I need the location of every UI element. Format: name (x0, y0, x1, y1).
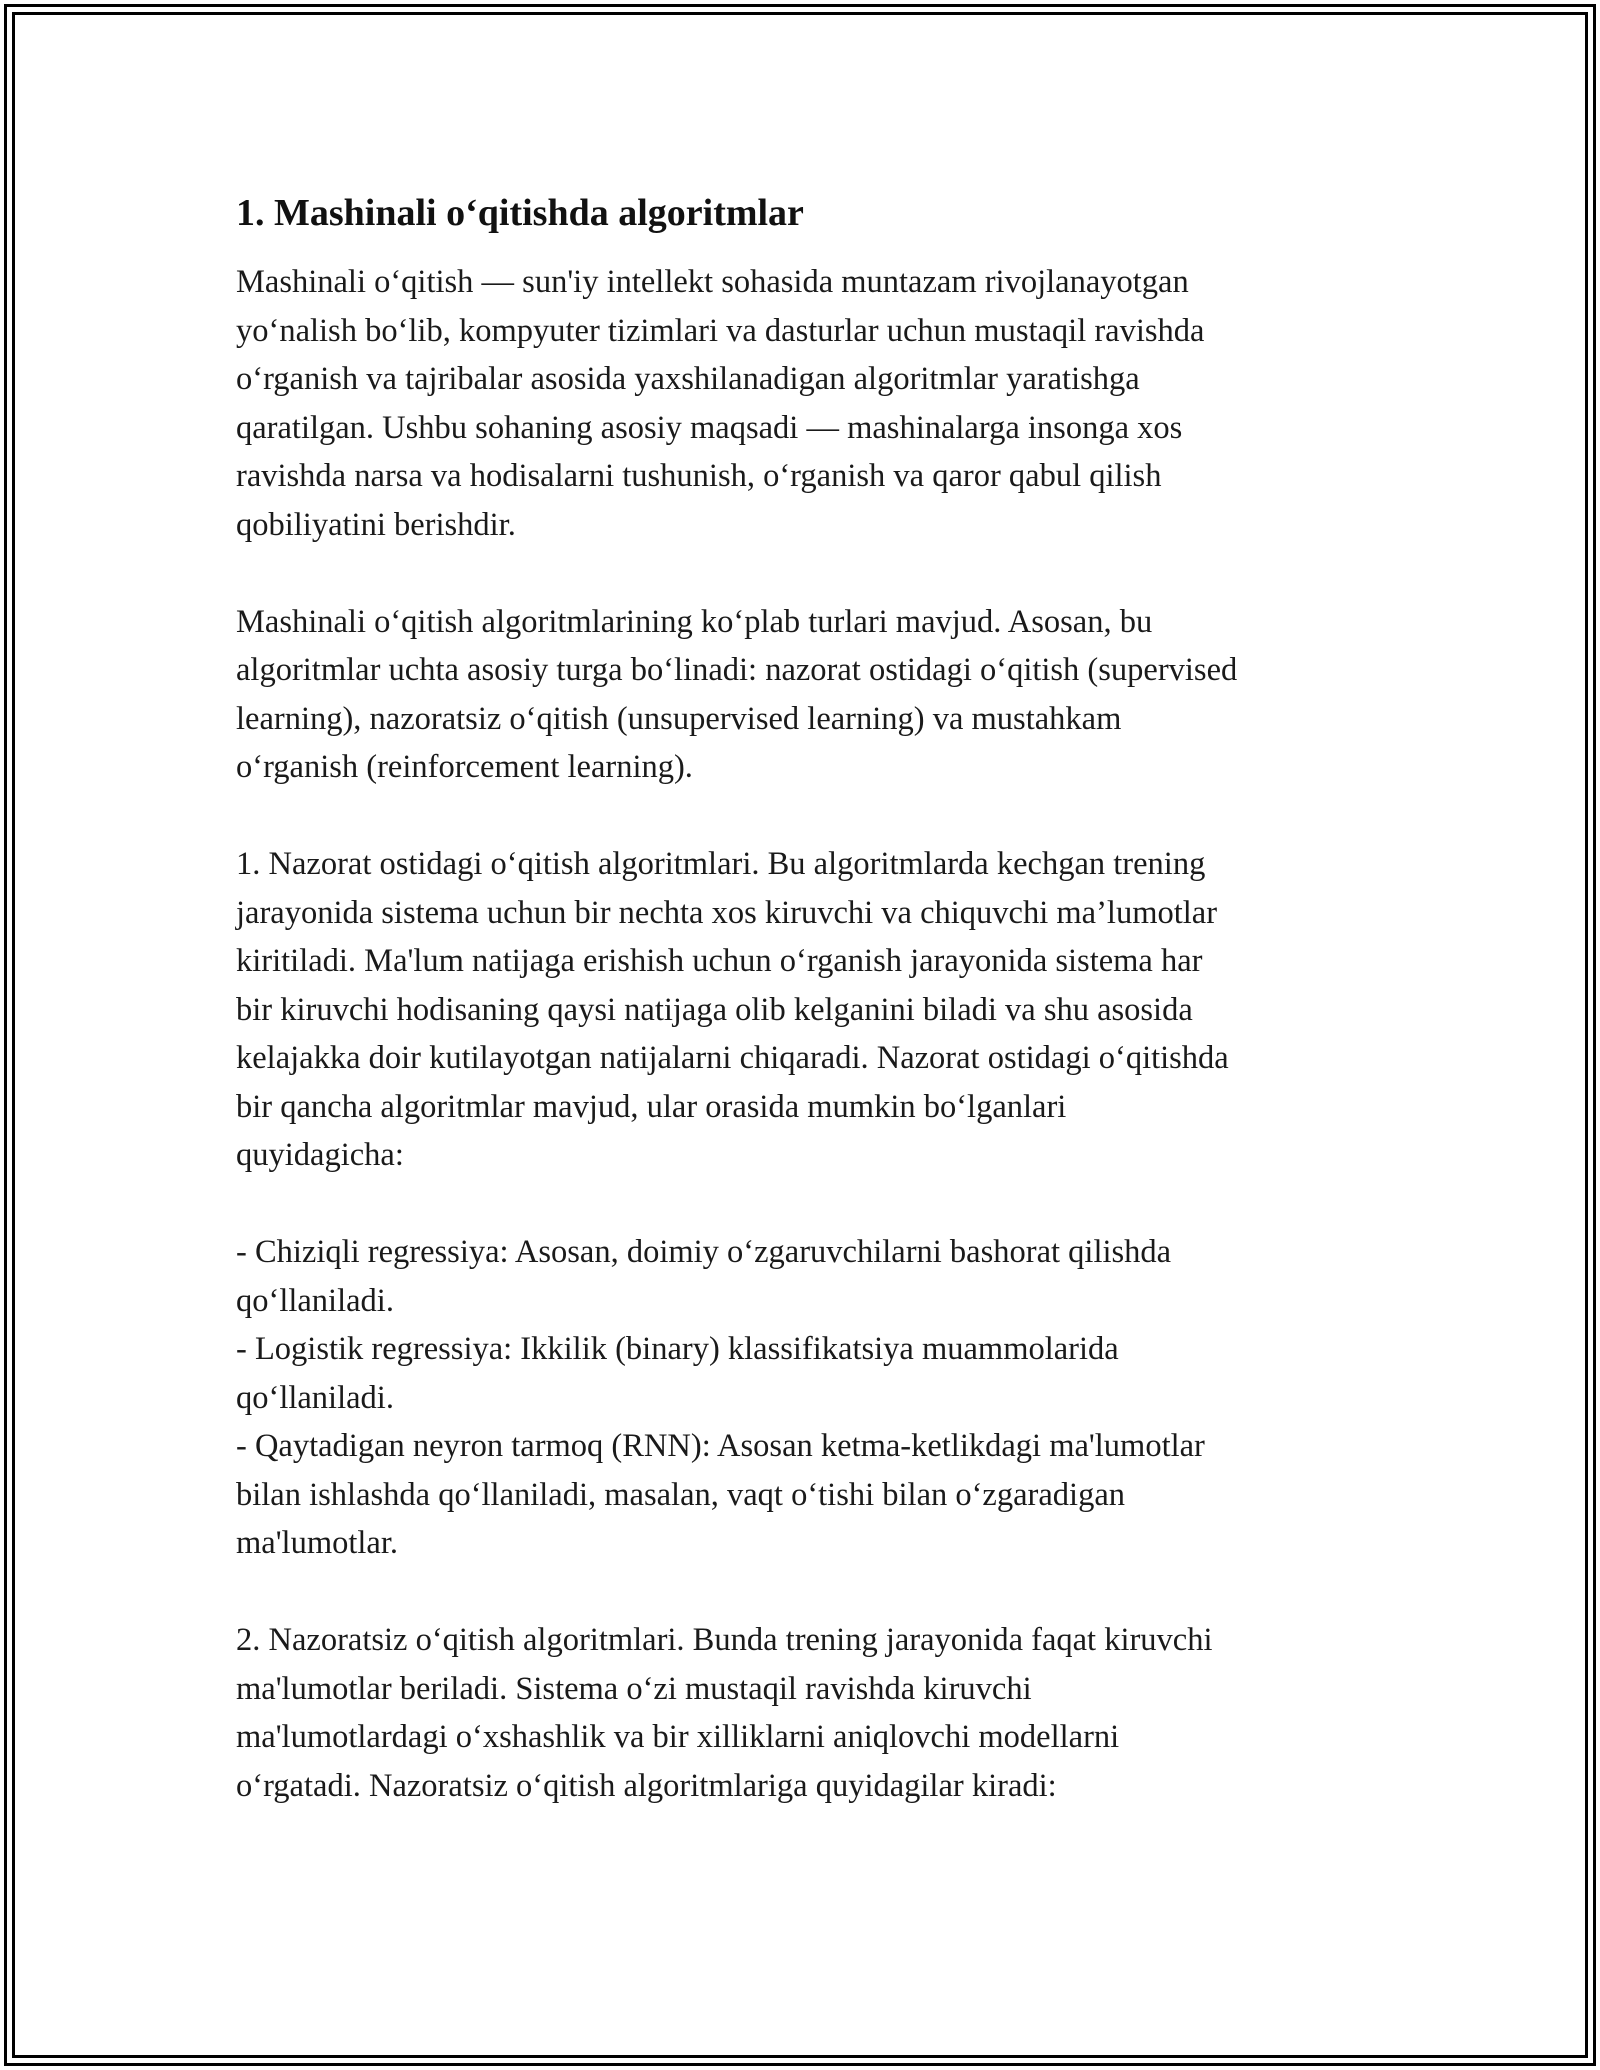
list-item-line: qo‘llaniladi. (236, 1282, 394, 1319)
text-line: learning), nazoratsiz o‘qitish (unsupervised learning) va mustahkam (236, 700, 1122, 737)
document-title: 1. Mashinali o‘qitishda algoritmlar (236, 192, 804, 234)
text-line: algoritmlar uchta asosiy turga bo‘linadi: nazorat ostidagi o‘qitish (supervised (236, 652, 1238, 688)
text-line: jarayonida sistema uchun bir nechta xos kiruvchi va chiquvchi ma’lumotlar (236, 894, 1218, 931)
text-line: Mashinali o‘qitish algoritmlarining ko‘plab turlari mavjud. Asosan, bu (236, 603, 1153, 640)
paragraph-unsupervised (236, 1616, 1376, 1810)
paragraph-types (236, 598, 1376, 792)
paragraph-spacer (236, 792, 1376, 841)
text-line: o‘rgatadi. Nazoratsiz o‘qitish algoritmlariga quyidagilar kiradi: (236, 1767, 1057, 1804)
list-item-line: bilan ishlashda qo‘llaniladi, masalan, vaqt o‘tishi bilan o‘zgaradigan (236, 1476, 1125, 1513)
text-line: Mashinali o‘qitish — sun'iy intellekt sohasida muntazam rivojlanayotgan (236, 264, 1189, 300)
text-line: 2. Nazoratsiz o‘qitish algoritmlari. Bunda trening jarayonida faqat kiruvchi (236, 1622, 1213, 1658)
paragraph-spacer (236, 1180, 1376, 1229)
list-item-line: qo‘llaniladi. (236, 1379, 394, 1416)
list-item-line: - Chiziqli regressiya: Asosan, doimiy o‘zgaruvchilarni bashorat qilishda (236, 1234, 1172, 1270)
text-line: o‘rganish (reinforcement learning). (236, 749, 693, 785)
text-line: kiritiladi. Ma'lum natijaga erishish uchun o‘rganish jarayonida sistema har (236, 943, 1203, 979)
list-item-line: ma'lumotlar. (236, 1525, 399, 1561)
text-line: ravishda narsa va hodisalarni tushunish, o‘rganish va qaror qabul qilish (236, 458, 1162, 494)
list-item-line: - Qaytadigan neyron tarmoq (RNN): Asosan ketma-ketlikdagi ma'lumotlar (236, 1428, 1205, 1464)
text-line: quyidagicha: (236, 1137, 404, 1173)
paragraph-spacer (236, 1568, 1376, 1617)
paragraph-intro (236, 258, 1376, 549)
paragraph-supervised (236, 840, 1376, 1180)
text-line: bir kiruvchi hodisaning qaysi natijaga olib kelganini biladi va shu asosida (236, 991, 1193, 1028)
text-line: ma'lumotlar beriladi. Sistema o‘zi mustaqil ravishda kiruvchi (236, 1670, 1032, 1707)
document-body (236, 186, 1376, 1810)
text-line: ma'lumotlardagi o‘xshashlik va bir xilliklarni aniqlovchi modellarni (236, 1719, 1120, 1755)
text-line: o‘rganish va tajribalar asosida yaxshilanadigan algoritmlar yaratishga (236, 361, 1140, 397)
text-line: qaratilgan. Ushbu sohaning asosiy maqsadi — mashinalarga insonga xos (236, 409, 1183, 446)
list-item-line: - Logistik regressiya: Ikkilik (binary) klassifikatsiya muammolarida (236, 1331, 1119, 1367)
text-line: qobiliyatini berishdir. (236, 506, 516, 543)
text-line: yo‘nalish bo‘lib, kompyuter tizimlari va dasturlar uchun mustaqil ravishda (236, 312, 1205, 349)
text-line: kelajakka doir kutilayotgan natijalarni chiqaradi. Nazorat ostidagi o‘qitishda (236, 1040, 1229, 1076)
text-line: bir qancha algoritmlar mavjud, ular orasida mumkin bo‘lganlari (236, 1088, 1067, 1125)
paragraph-spacer (236, 549, 1376, 598)
paragraph-supervised-list (236, 1228, 1376, 1568)
text-line: 1. Nazorat ostidagi o‘qitish algoritmlari. Bu algoritmlarda kechgan trening (236, 846, 1206, 882)
